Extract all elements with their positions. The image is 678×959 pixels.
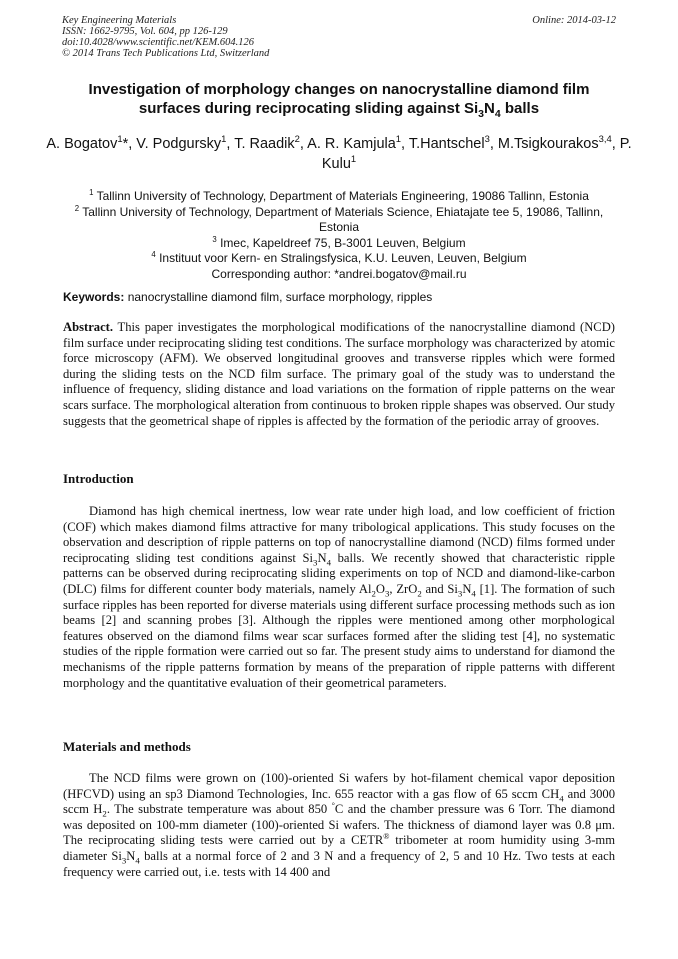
affiliation-3: $^3$ Imec, Kapeldreef 75, B-3001 Leuven, Belgium (212, 234, 466, 250)
title-line-1: Investigation of morphology changes on nanocrystalline diamond film (88, 81, 590, 98)
affiliation-1: $^1$ Tallinn University of Technology, Department of Materials Engineering, 19086 Tallinn, Estonia (89, 188, 589, 203)
abstract (63, 320, 615, 429)
keywords-text: nanocrystalline diamond film, surface morphology, ripples (124, 290, 433, 304)
keywords (63, 290, 432, 304)
introduction-paragraph: Diamond has high chemical inertness, low wear rate under high load, and low coefficient of friction (COF) which makes diamond films attractive for many tribological applications. This study focuses on the observation and description of ripple patterns on top of nanocrystalline diamond (NCD) films formed under reciprocating sliding test conditions against $Si_3N_4$ balls. We recently showed that characteristic ripple patterns can be observed during reciprocating sliding experiments on top of NCD and diamond-like-carbon (DLC) films for different counter body materials, namely $Al_2O_3$, ZrO$_2$ and $Si_3N_4$ [1]. The formation of such surface ripples has been reported for diverse materials using different surface processing methods such as ion beams [2] and scanning probes [3]. Although the ripples were mentioned among other morphological features observed on the diamond films wear scar surfaces formed after the sliding test [4], no systematic studies of the ripple formation were carried out so far. The present study aims to understand for diamond the mechanisms of the ripple patterns formation by means of the preparation of ripple patterns with different morphology and the quantitative evaluation of their geometrical parameters. (63, 504, 616, 690)
affiliation-4: $^4$ Instituut voor Kern- en Stralingsfysica, K.U. Leuven, Leuven, Belgium (151, 250, 527, 266)
online-date: Online: 2014-03-12 (532, 15, 616, 26)
methods-heading: Materials and methods (63, 739, 191, 754)
corresponding-author: Corresponding author: *andrei.bogatov@mail.ru (211, 266, 467, 281)
abstract-label: Abstract. (63, 320, 114, 334)
journal-name: Key Engineering Materials (62, 15, 177, 26)
journal-header (62, 15, 269, 59)
issn-line: ISSN: 1662-9795, Vol. 604, pp 126-129 (62, 26, 228, 37)
paper-title (40, 80, 638, 118)
author-list: A. Bogatov$^1$*, V. Podgursky$^1$, T. Raadik$^2$, A. R. Kamjula$^1$, T.Hantschel$^3$, M.Tsigkourakos$^{3,4}$, P. Kulu$^1$ (46, 133, 632, 172)
abstract-text: This paper investigates the morphological modifications of the nanocrystalline diamond (NCD) film surface under reciprocating sliding test conditions. The surface morphology was characterized by atomic force microscopy (AFM). We observed longitudinal grooves and transverse ripples which were formed during the sliding tests on the NCD film surface. The primary goal of the study was to understand the influence of frequency, sliding distance and load variations on the formation of ripple patterns on the wear scars surface. The morphological alteration from continuous to broken ripple shapes was observed. Our study suggests that the geometrical shape of ripples is affected by the formation of the periodic array of grooves. (63, 320, 615, 428)
title-line-2: surfaces during reciprocating sliding against $Si_3N_4$ balls (138, 100, 540, 120)
introduction-heading: Introduction (63, 471, 134, 486)
affiliations (40, 189, 638, 283)
doi-line: doi:10.4028/www.scientific.net/KEM.604.126 (62, 37, 254, 48)
copyright-line: © 2014 Trans Tech Publications Ltd, Switzerland (62, 48, 270, 59)
affiliation-2: $^2$ Tallinn University of Technology, Department of Materials Science, Ehiatajate tee 5, 19086, Tallinn, Estonia (74, 203, 604, 235)
methods-paragraph: The NCD films were grown on (100)-oriented Si wafers by hot-filament chemical vapor deposition (HFCVD) using an sp3 Diamond Technologies, Inc. 655 reactor with a gas flow of 65 sccm $CH_4$ and 3000 sccm $H_2$. The substrate temperature was about 850 °C and the chamber pressure was 6 Torr. The diamond was deposited on 100-mm diameter (100)-oriented Si wafers. The thickness of diamond layer was 0.8 μm. The reciprocating sliding tests were carried out by a CETR® tribometer at room humidity using 3-mm diameter $Si_3N_4$ balls at a normal force of 2 and 3 N and a frequency of 2, 5 and 10 Hz. Two tests at each frequency were carried out, i.e. tests with 14 400 and (63, 771, 616, 879)
keywords-label: Keywords: (63, 290, 125, 304)
